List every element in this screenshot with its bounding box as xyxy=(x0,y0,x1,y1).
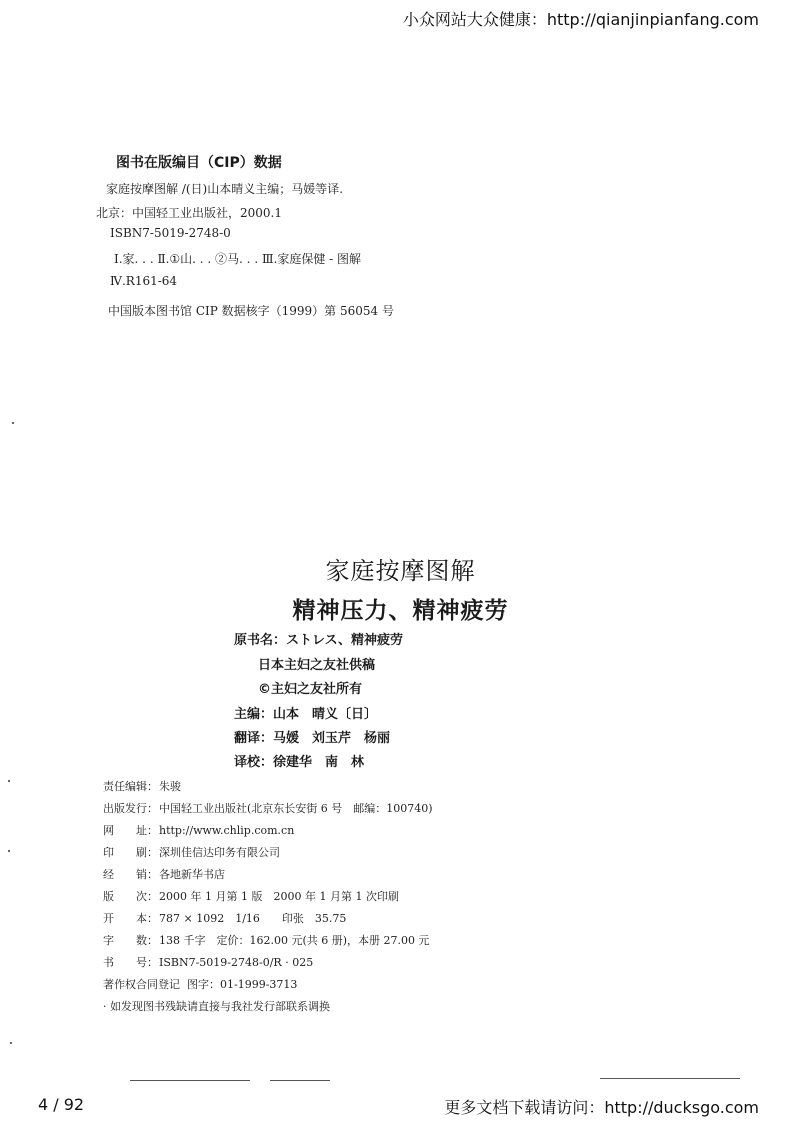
cip-line: Ⅳ.R161-64 xyxy=(110,274,178,288)
pub-row xyxy=(103,910,346,926)
pub-label: 出版发行： xyxy=(103,802,158,815)
scan-speck xyxy=(8,850,10,852)
pub-value: ISBN7-5019-2748-0/R · 025 xyxy=(159,956,314,969)
pub-value: 138 千字 定价：162.00 元(共 6 册)，本册 27.00 元 xyxy=(159,934,430,947)
chief-editor: 主编：山本 晴义〔日〕 xyxy=(234,707,378,722)
scan-artifact-line xyxy=(130,1080,250,1081)
pub-value: 中国轻工业出版社(北京东长安街 6 号 邮编：100740) xyxy=(159,802,433,815)
pub-row xyxy=(103,976,297,992)
pub-row xyxy=(103,866,225,882)
pub-value: http://www.chlip.com.cn xyxy=(159,824,295,837)
pub-row xyxy=(103,932,430,948)
pub-row xyxy=(103,954,313,970)
pub-row xyxy=(103,822,294,838)
pub-row xyxy=(103,800,433,816)
pub-label: 印 刷： xyxy=(103,846,158,859)
cip-line: 中国版本图书馆 CIP 数据核字（1999）第 56054 号 xyxy=(108,304,394,318)
cip-line: 家庭按摩图解 /(日)山本晴义主编；马媛等译. xyxy=(106,182,344,196)
pub-label: 开 本： xyxy=(103,912,158,925)
scan-artifact-line xyxy=(270,1080,330,1081)
original-title: 原书名：ストレス、精神疲劳 xyxy=(234,633,404,648)
pub-value: 图字：01-1999-3713 xyxy=(187,978,298,991)
pub-value: 朱骏 xyxy=(159,780,181,793)
pub-row xyxy=(103,998,330,1014)
pub-label: 经 销： xyxy=(103,868,158,881)
pub-label: 书 号： xyxy=(103,956,158,969)
footer-link[interactable]: 更多文档下载请访问：http://ducksgo.com xyxy=(444,1098,759,1117)
provider: 日本主妇之友社供稿 xyxy=(258,658,376,673)
pub-label: 字 数： xyxy=(103,934,158,947)
cip-title: 图书在版编目（CIP）数据 xyxy=(116,155,282,171)
pub-label: 著作权合同登记 xyxy=(103,978,180,991)
series-title: 家庭按摩图解 xyxy=(325,557,476,585)
pub-label: 版 次： xyxy=(103,890,158,903)
book-title: 精神压力、精神疲劳 xyxy=(292,598,509,624)
proofreaders: 译校：徐建华 南 林 xyxy=(234,755,365,770)
pub-value: 787 × 1092 1/16 印张 35.75 xyxy=(159,912,347,925)
cip-line: 北京：中国轻工业出版社，2000.1 xyxy=(96,206,282,220)
pub-value: 2000 年 1 月第 1 版 2000 年 1 月第 1 次印刷 xyxy=(159,890,399,903)
pub-label: 网 址： xyxy=(103,824,158,837)
translators: 翻译：马媛 刘玉芹 杨丽 xyxy=(234,731,391,746)
pub-row xyxy=(103,778,181,794)
cip-line: Ⅰ.家. . . Ⅱ.①山. . . ②马. . . Ⅲ.家庭保健 - 图解 xyxy=(114,252,362,266)
pub-row xyxy=(103,844,280,860)
pub-value: 深圳佳信达印务有限公司 xyxy=(159,846,280,859)
copyright: ©主妇之友社所有 xyxy=(258,682,363,697)
scan-speck xyxy=(12,422,14,424)
cip-line: ISBN7-5019-2748-0 xyxy=(110,226,231,240)
pub-label: 责任编辑： xyxy=(103,780,158,793)
pub-row xyxy=(103,888,399,904)
pub-value: · 如发现图书残缺请直接与我社发行部联系调换 xyxy=(103,1000,330,1013)
page-number: 4 / 92 xyxy=(38,1095,85,1114)
pub-value: 各地新华书店 xyxy=(159,868,225,881)
scan-speck xyxy=(8,780,10,782)
scan-artifact-line xyxy=(600,1078,740,1079)
header-text: 小众网站大众健康：http://qianjinpianfang.com xyxy=(402,10,759,29)
scan-speck xyxy=(10,1042,12,1044)
